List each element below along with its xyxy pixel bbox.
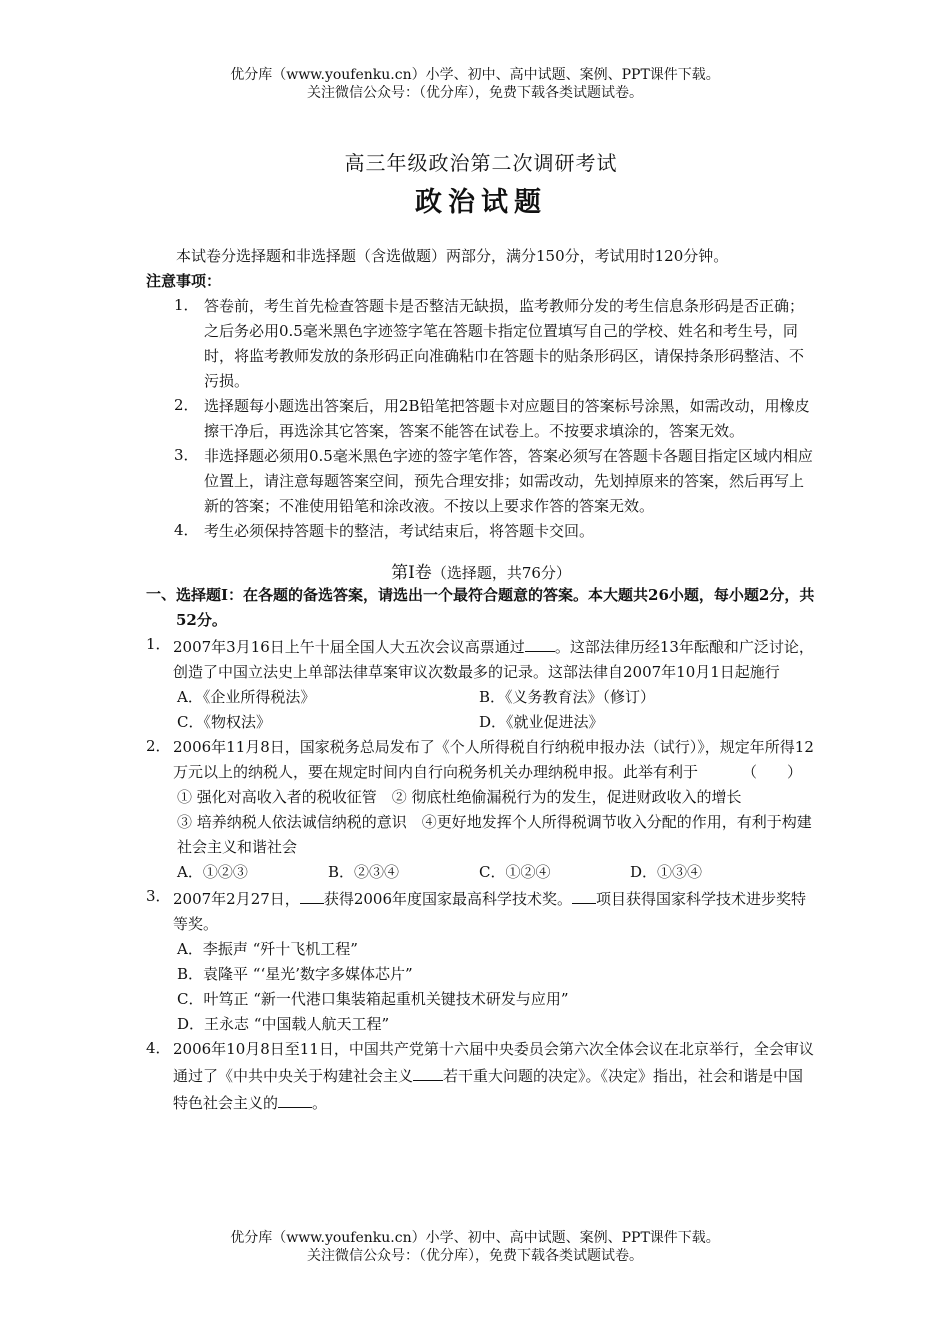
exam-title: 政治试题 <box>415 187 547 218</box>
footer-line-2: 关注微信公众号：（优分库），免费下载各类试题试卷。 <box>307 1248 643 1264</box>
notice-number: 4． <box>174 521 199 539</box>
option-c: C．①②④ <box>479 863 551 881</box>
notice-number: 2． <box>174 396 199 414</box>
option-d: D．王永志 “中国载人航天工程” <box>177 1015 390 1033</box>
question-text: 项目获得国家科学技术进步奖特等奖。 <box>173 890 807 933</box>
question-4 <box>146 1037 816 1116</box>
section-number: 一、 <box>146 585 177 603</box>
notice-number: 1． <box>174 296 199 314</box>
section-heading <box>146 583 816 633</box>
option-c: C．《物权法》 <box>177 713 271 731</box>
option-d: D．①③④ <box>630 863 703 881</box>
answer-blank <box>572 885 596 904</box>
statement-line: ① 强化对高收入者的税收征管 ② 彻底杜绝偷漏税行为的发生，促进财政收入的增长 <box>177 788 742 806</box>
question-1 <box>146 633 816 735</box>
notice-text: 选择题每小题选出答案后，用2B铅笔把答题卡对应题目的答案标号涂黑，如需改动，用橡皮擦干净后，再选涂其它答案，答案不能答在试卷上。不按要求填涂的，答案无效。 <box>204 397 810 440</box>
answer-blank <box>525 633 555 652</box>
option-a: A．李振声 “歼十飞机工程” <box>177 940 358 958</box>
question-number: 3． <box>146 887 171 905</box>
notice-item <box>174 394 816 444</box>
question-number: 2． <box>146 737 171 755</box>
section-text: 选择题Ⅰ：在各题的备选答案，请选出一个最符合题意的答案。本大题共26小题，每小题2分，共52分。 <box>176 586 815 629</box>
question-text: 获得2006年度国家最高科学技术奖。 <box>323 890 572 908</box>
notice-text: 考生必须保持答题卡的整洁，考试结束后，将答题卡交回。 <box>204 522 595 540</box>
question-text: 若干重大问题的决定》。《决定》指出，社会和谐是中国特色社会主义的 <box>173 1067 804 1112</box>
option-a: A．《企业所得税法》 <box>177 688 316 706</box>
question-number: 4． <box>146 1039 171 1057</box>
option-a: A．①②③ <box>177 863 248 881</box>
question-text: 2006年10月8日至11日，中国共产党第十六届中央委员会第六次全体会议在北京举行，全会审议通过了《中共中央关于构建社会主义 <box>173 1040 814 1085</box>
option-b: B．袁隆平 “‘星光’数字多媒体芯片” <box>177 965 413 983</box>
header-line-2: 关注微信公众号：（优分库），免费下载各类试题试卷。 <box>307 85 643 101</box>
volume-title: 第Ⅰ卷 <box>391 563 432 583</box>
notice-item <box>174 519 816 544</box>
exam-page <box>146 140 816 1116</box>
question-number: 1． <box>146 635 171 653</box>
intro-text: 本试卷分选择题和非选择题（含选做题）两部分，满分150分，考试用时120分钟。 <box>176 247 729 265</box>
footer-line-1: 优分库（www.youfenku.cn）小学、初中、高中试题、案例、PPT课件下载。 <box>230 1230 720 1246</box>
header-line-1: 优分库（www.youfenku.cn）小学、初中、高中试题、案例、PPT课件下载。 <box>230 67 720 83</box>
answer-blank <box>413 1062 443 1081</box>
question-text: 。 <box>312 1094 328 1112</box>
option-c: C．叶笃正 “新一代港口集装箱起重机关键技术研发与应用” <box>177 990 569 1008</box>
answer-bracket: （ ） <box>741 763 802 781</box>
notice-list <box>174 294 816 544</box>
question-text: 2007年2月27日， <box>173 890 300 908</box>
notice-text: 答卷前，考生首先检查答题卡是否整洁无缺损，监考教师分发的考生信息条形码是否正确；之后务必用0.5毫米黑色字迹签字笔在答题卡指定位置填写自己的学校、姓名和考生号，同时，将监考教师发放的条形码正向准确粘巾在答题卡的贴条形码区，请保持条形码整洁、不污损。 <box>204 297 805 390</box>
answer-blank <box>278 1089 312 1108</box>
notice-heading: 注意事项： <box>146 272 222 290</box>
question-text: 2007年3月16日上午十届全国人大五次会议高票通过 <box>173 638 525 656</box>
answer-blank <box>300 885 324 904</box>
page-header <box>0 66 950 102</box>
notice-number: 3． <box>174 446 199 464</box>
option-b: B．《义务教育法》（修订） <box>479 688 656 706</box>
volume-heading <box>146 558 816 583</box>
question-3 <box>146 885 816 1037</box>
notice-item <box>174 444 816 519</box>
question-text: 2006年11月8日，国家税务总局发布了《个人所得税自行纳税申报办法（试行）》，规定年所得12万元以上的纳税人，要在规定时间内自行向税务机关办理纳税申报。此举有利于 <box>173 738 814 781</box>
question-2 <box>146 735 816 885</box>
question-text: 。这部法律历经13年酝酿和广泛讨论，创造了中国立法史上单部法律草案审议次数最多的记录。这部法律自2007年10月1日起施行 <box>173 638 814 681</box>
page-footer <box>0 1229 950 1265</box>
notice-text: 非选择题必须用0.5毫米黑色字迹的签字笔作答，答案必须写在答题卡各题目指定区域内相应位置上，请注意每题答案空间，预先合理安排；如需改动，先划掉原来的答案，然后再写上新的答案；不准使用铅笔和涂改液。不按以上要求作答的答案无效。 <box>204 447 813 515</box>
volume-subtitle: （选择题，共76分） <box>431 564 571 582</box>
option-b: B．②③④ <box>328 863 400 881</box>
statement-line: ③ 培养纳税人依法诚信纳税的意识 ④更好地发挥个人所得税调节收入分配的作用，有利于构建社会主义和谐社会 <box>177 813 812 856</box>
exam-subtitle: 高三年级政治第二次调研考试 <box>344 151 618 175</box>
notice-item <box>174 294 816 394</box>
option-d: D．《就业促进法》 <box>479 713 604 731</box>
